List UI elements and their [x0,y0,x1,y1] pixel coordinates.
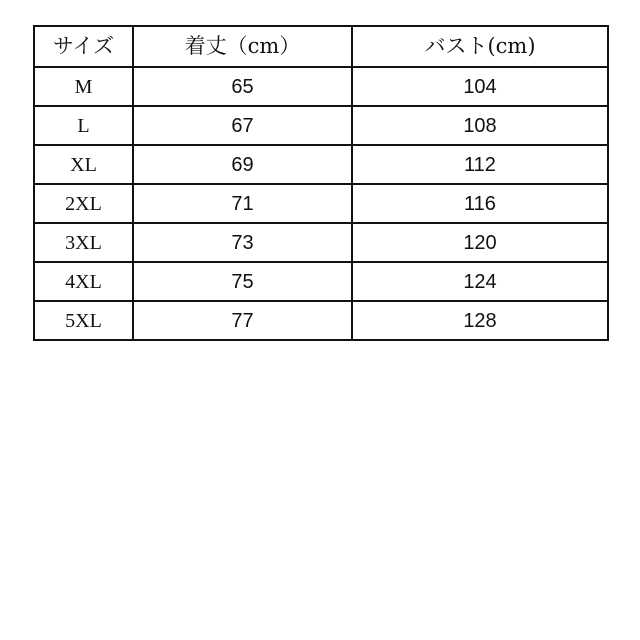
table-row [34,106,608,145]
size-cell: 5XL [34,301,133,340]
bust-cell: 108 [352,106,608,145]
length-cell: 69 [133,145,352,184]
table-row [34,145,608,184]
table-row [34,67,608,106]
table-row [34,223,608,262]
header-length: 着丈（cm） [133,26,352,67]
length-cell: 65 [133,67,352,106]
bust-cell: 112 [352,145,608,184]
bust-cell: 124 [352,262,608,301]
length-cell: 73 [133,223,352,262]
size-cell: 3XL [34,223,133,262]
bust-cell: 116 [352,184,608,223]
size-cell: XL [34,145,133,184]
size-cell: M [34,67,133,106]
size-cell: 4XL [34,262,133,301]
length-cell: 77 [133,301,352,340]
length-cell: 71 [133,184,352,223]
bust-cell: 104 [352,67,608,106]
size-cell: 2XL [34,184,133,223]
length-cell: 75 [133,262,352,301]
table-row [34,262,608,301]
table-header-row [34,26,608,67]
bust-cell: 120 [352,223,608,262]
length-cell: 67 [133,106,352,145]
header-bust: バスト(cm) [352,26,608,67]
table-row [34,184,608,223]
bust-cell: 128 [352,301,608,340]
size-chart-table [33,25,609,341]
header-size: サイズ [34,26,133,67]
size-cell: L [34,106,133,145]
table-row [34,301,608,340]
